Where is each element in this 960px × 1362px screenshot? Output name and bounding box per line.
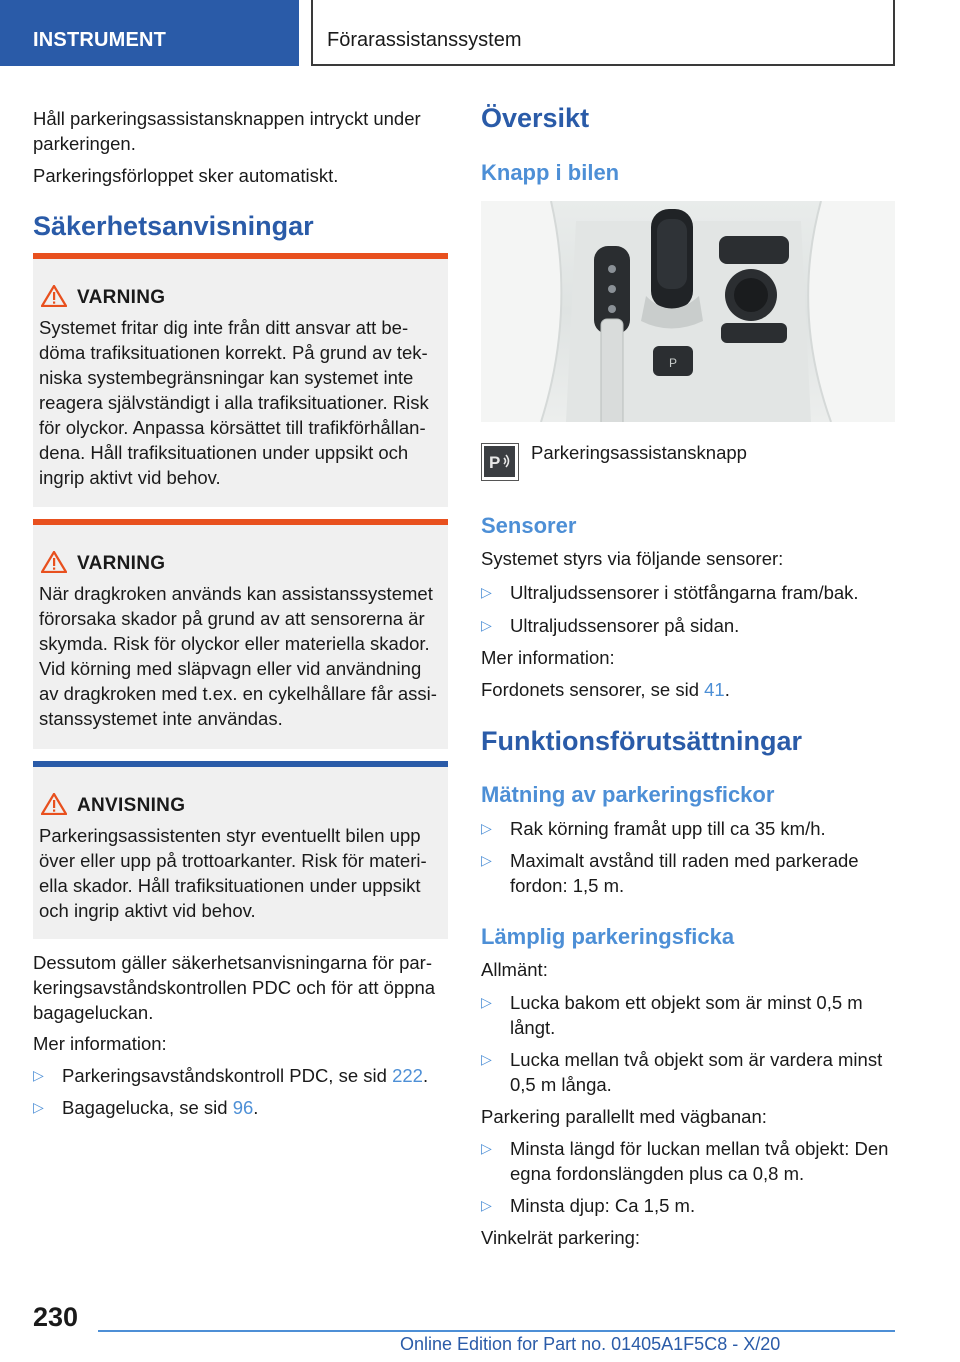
list-item: ▷ Ultraljudssensorer på sidan. (481, 615, 740, 636)
overview-heading: Översikt (481, 103, 590, 133)
functional-requirements-heading: Funktionsförutsättningar (481, 726, 802, 756)
notice-box (33, 761, 448, 939)
bullet-triangle-icon: ▷ (33, 1099, 44, 1115)
bullet-triangle-icon: ▷ (481, 1197, 492, 1213)
chapter-title: Förarassistanssystem (327, 29, 522, 51)
parking-assist-button-icon (481, 443, 519, 481)
intro-paragraph-2: Parkeringsförloppet sker automatiskt. (33, 165, 339, 186)
edition-footer: Online Edition for Part no. 01405A1F5C8 - X/20 (400, 1334, 781, 1354)
measuring-heading: Mätning av parkeringsfickor (481, 782, 775, 807)
warning-title-2: VARNING (77, 553, 166, 574)
bullet-triangle-icon: ▷ (481, 1051, 492, 1067)
list-item: ▷ Minsta djup: Ca 1,5 m. (481, 1195, 696, 1216)
list-item: ▷ Parkeringsavståndskontroll PDC, se sid 222. (33, 1065, 429, 1086)
sensors-intro: Systemet styrs via följande sensorer: (481, 548, 784, 569)
warning-triangle-icon (41, 285, 67, 307)
sensors-heading: Sensorer (481, 513, 577, 538)
safety-heading: Säkerhetsanvisningar (33, 211, 314, 241)
warning-box-1 (33, 253, 448, 507)
section-tab (0, 0, 299, 66)
svg-text:P: P (668, 356, 678, 370)
bullet-triangle-icon: ▷ (481, 617, 492, 633)
list-item: ▷ Lucka mellan två objekt som är vardera minst 0,5 m långa. (481, 1049, 883, 1095)
perpendicular-label: Vinkelrät parkering: (481, 1227, 641, 1248)
svg-text:P: P (489, 453, 501, 472)
parallel-label: Parkering parallellt med vägbanan: (481, 1106, 767, 1127)
sensors-reference: Fordonets sensorer, se sid 41. (481, 679, 730, 700)
notice-title: ANVISNING (77, 795, 186, 816)
bullet-triangle-icon: ▷ (481, 852, 492, 868)
more-info-label-right: Mer information: (481, 647, 615, 668)
list-item: ▷ Bagagelucka, se sid 96. (33, 1097, 259, 1118)
notice-triangle-icon (41, 793, 67, 815)
bullet-triangle-icon: ▷ (481, 820, 492, 836)
warning-triangle-icon (41, 551, 67, 573)
warning-box-2 (33, 519, 448, 749)
center-console-photo (481, 201, 895, 422)
button-heading: Knapp i bilen (481, 160, 620, 185)
list-item: ▷ Lucka bakom ett objekt som är minst 0,5 m långt. (481, 992, 863, 1038)
button-caption: Parkeringsassistansknapp (531, 442, 747, 463)
bullet-triangle-icon: ▷ (33, 1067, 44, 1083)
additional-safety-paragraph: Dessutom gäller säkerhetsanvisningarna för parkeringsavståndskontrollen PDC och för att öppna bagageluckan. (33, 952, 436, 1023)
chapter-tab (311, 0, 895, 66)
bullet-triangle-icon: ▷ (481, 1140, 492, 1156)
warning-text-2: När dragkroken används kan assistanssystemet förorsaka skador på grund av att sensorerna är skymda. Risk för olyckor eller materiella skador. Vid körning med släpvagn eller vid användning av dragkroken med t.ex. en cykelhållare får assistanssystemet inte användas. (39, 583, 437, 729)
warning-title-1: VARNING (77, 287, 166, 308)
page-link-96[interactable]: 96 (232, 1097, 254, 1118)
more-info-label: Mer information: (33, 1033, 167, 1054)
suitable-space-heading: Lämplig parkeringsficka (481, 924, 735, 949)
list-item: ▷ Maximalt avstånd till raden med parkerade fordon: 1,5 m. (481, 850, 859, 896)
page-number: 230 (33, 1302, 79, 1332)
intro-paragraph-1: Håll parkeringsassistansknappen intryckt under parkeringen. (33, 108, 421, 154)
bullet-triangle-icon: ▷ (481, 994, 492, 1010)
footer-divider (98, 1330, 895, 1332)
general-label: Allmänt: (481, 959, 548, 980)
page-link-41[interactable]: 41 (704, 679, 725, 700)
list-item: ▷ Ultraljudssensorer i stötfångarna fram/bak. (481, 582, 859, 603)
list-item: ▷ Minsta längd för luckan mellan två objekt: Den egna fordonslängden plus ca 0,8 m. (481, 1138, 889, 1184)
page-link-222[interactable]: 222 (392, 1065, 423, 1086)
bullet-triangle-icon: ▷ (481, 584, 492, 600)
list-item: ▷ Rak körning framåt upp till ca 35 km/h. (481, 818, 826, 839)
notice-text: Parkeringsassistenten styr eventuellt bilen upp över eller upp på trottoarkanter. Risk för materiella skador. Håll trafiksituationen under uppsikt och ingrip aktivt vid behov. (39, 825, 427, 921)
warning-text-1: Systemet fritar dig inte från ditt ansvar att bedöma trafiksituationen korrekt. På grund av tekniska systembegränsningar kan systemet inte reagera självständigt i alla trafiksituationer. Risk för olyckor. Anpassa körsättet till trafikförhållandena. Håll trafiksituationen under uppsikt och ingrip aktivt vid behov. (39, 317, 429, 488)
section-title: INSTRUMENT (33, 29, 167, 51)
